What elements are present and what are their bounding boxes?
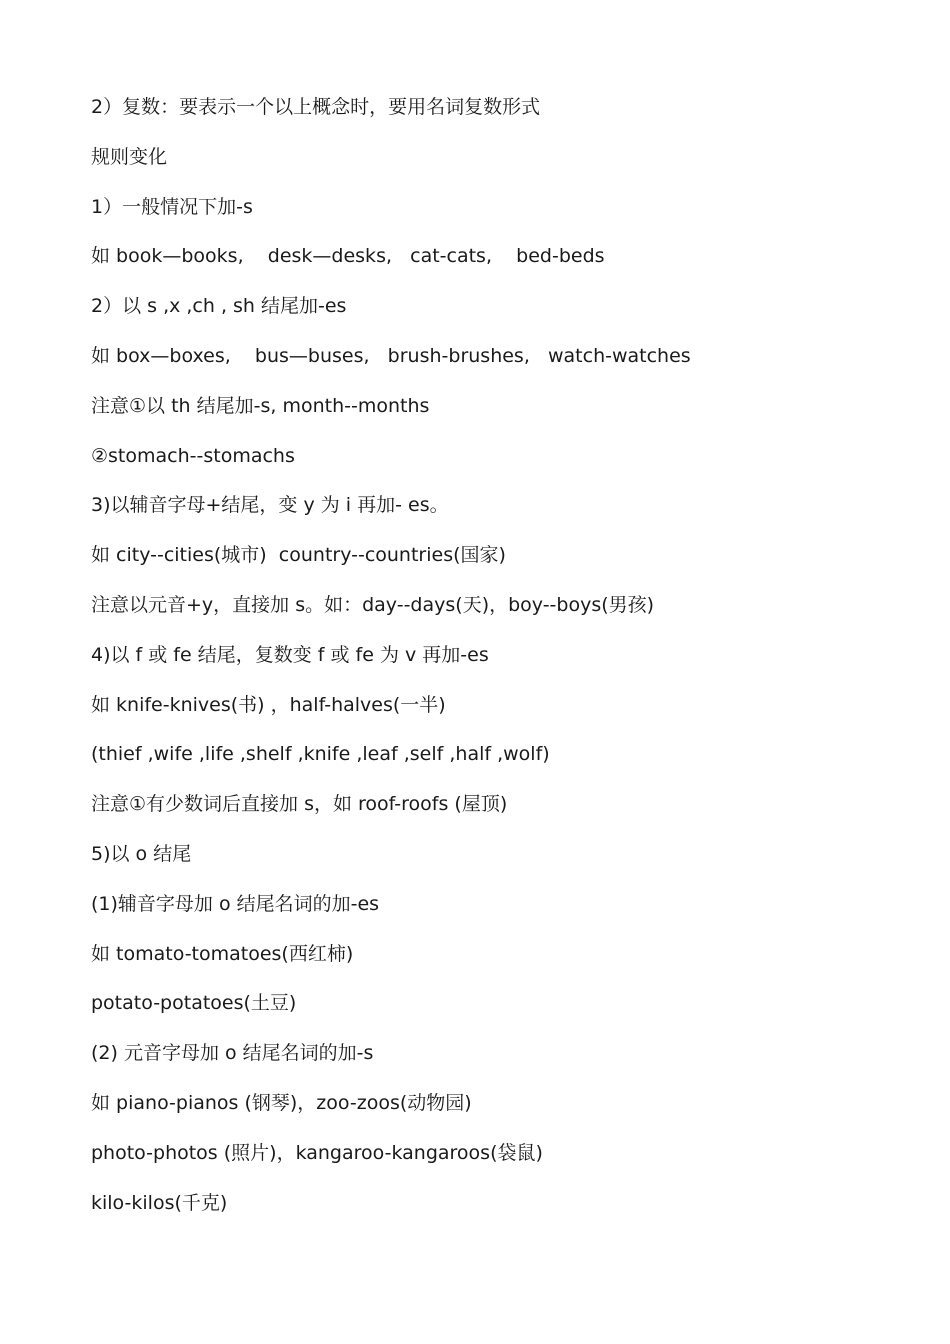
text-line-rule-3: 3)以辅音字母+结尾，变 y 为 i 再加- es。 xyxy=(91,494,449,517)
text-line-rule-4-note: 注意①有少数词后直接加 s，如 roof-roofs (屋顶) xyxy=(91,793,508,816)
text-line-rule-3-examples: 如 city--cities(城市) country--countries(国家) xyxy=(91,544,506,567)
text-line-rule-5-sub-1: (1)辅音字母加 o 结尾名词的加-es xyxy=(91,892,380,915)
document-body xyxy=(91,92,891,1237)
text-line-rule-4-word-list: (thief ,wife ,life ,shelf ,knife ,leaf ,self ,half ,wolf) xyxy=(91,743,550,766)
text-line-rule-4: 4)以 f 或 fe 结尾，复数变 f 或 fe 为 v 再加-es xyxy=(91,643,489,666)
text-line-rule-2-note-1: 注意①以 th 结尾加-s, month--months xyxy=(91,394,430,417)
text-line-rule-3-note: 注意以元音+y，直接加 s。如：day--days(天)，boy--boys(男孩) xyxy=(91,593,655,616)
text-line-rule-2: 2）以 s ,x ,ch , sh 结尾加-es xyxy=(91,295,347,318)
text-line-rule-5-sub-1-example-1: 如 tomato-tomatoes(西红柿) xyxy=(91,942,354,965)
text-line-rule-5-sub-2-example-2: photo-photos (照片)，kangaroo-kangaroos(袋鼠) xyxy=(91,1141,543,1164)
text-line-rule-2-examples: 如 box—boxes, bus—buses, brush-brushes, watch-watches xyxy=(91,344,691,367)
text-line-rule-1-examples: 如 book—books, desk—desks, cat-cats, bed-beds xyxy=(91,245,605,268)
text-line-plural-intro: 2）复数：要表示一个以上概念时，要用名词复数形式 xyxy=(91,96,541,118)
text-line-rule-5: 5)以 o 结尾 xyxy=(91,842,192,865)
text-line-regular-heading: 规则变化 xyxy=(91,145,168,168)
text-line-rule-5-sub-2-example-1: 如 piano-pianos (钢琴)，zoo-zoos(动物园) xyxy=(91,1091,472,1114)
text-line-rule-5-sub-2-example-3: kilo-kilos(千克) xyxy=(91,1191,228,1214)
text-line-rule-2-note-2: ②stomach--stomachs xyxy=(91,444,295,467)
text-line-rule-5-sub-1-example-2: potato-potatoes(土豆) xyxy=(91,992,297,1015)
text-line-rule-5-sub-2: (2) 元音字母加 o 结尾名词的加-s xyxy=(91,1042,374,1065)
text-line-rule-4-examples: 如 knife-knives(书) ，half-halves(一半) xyxy=(91,693,446,716)
text-line-rule-1: 1）一般情况下加-s xyxy=(91,195,253,218)
